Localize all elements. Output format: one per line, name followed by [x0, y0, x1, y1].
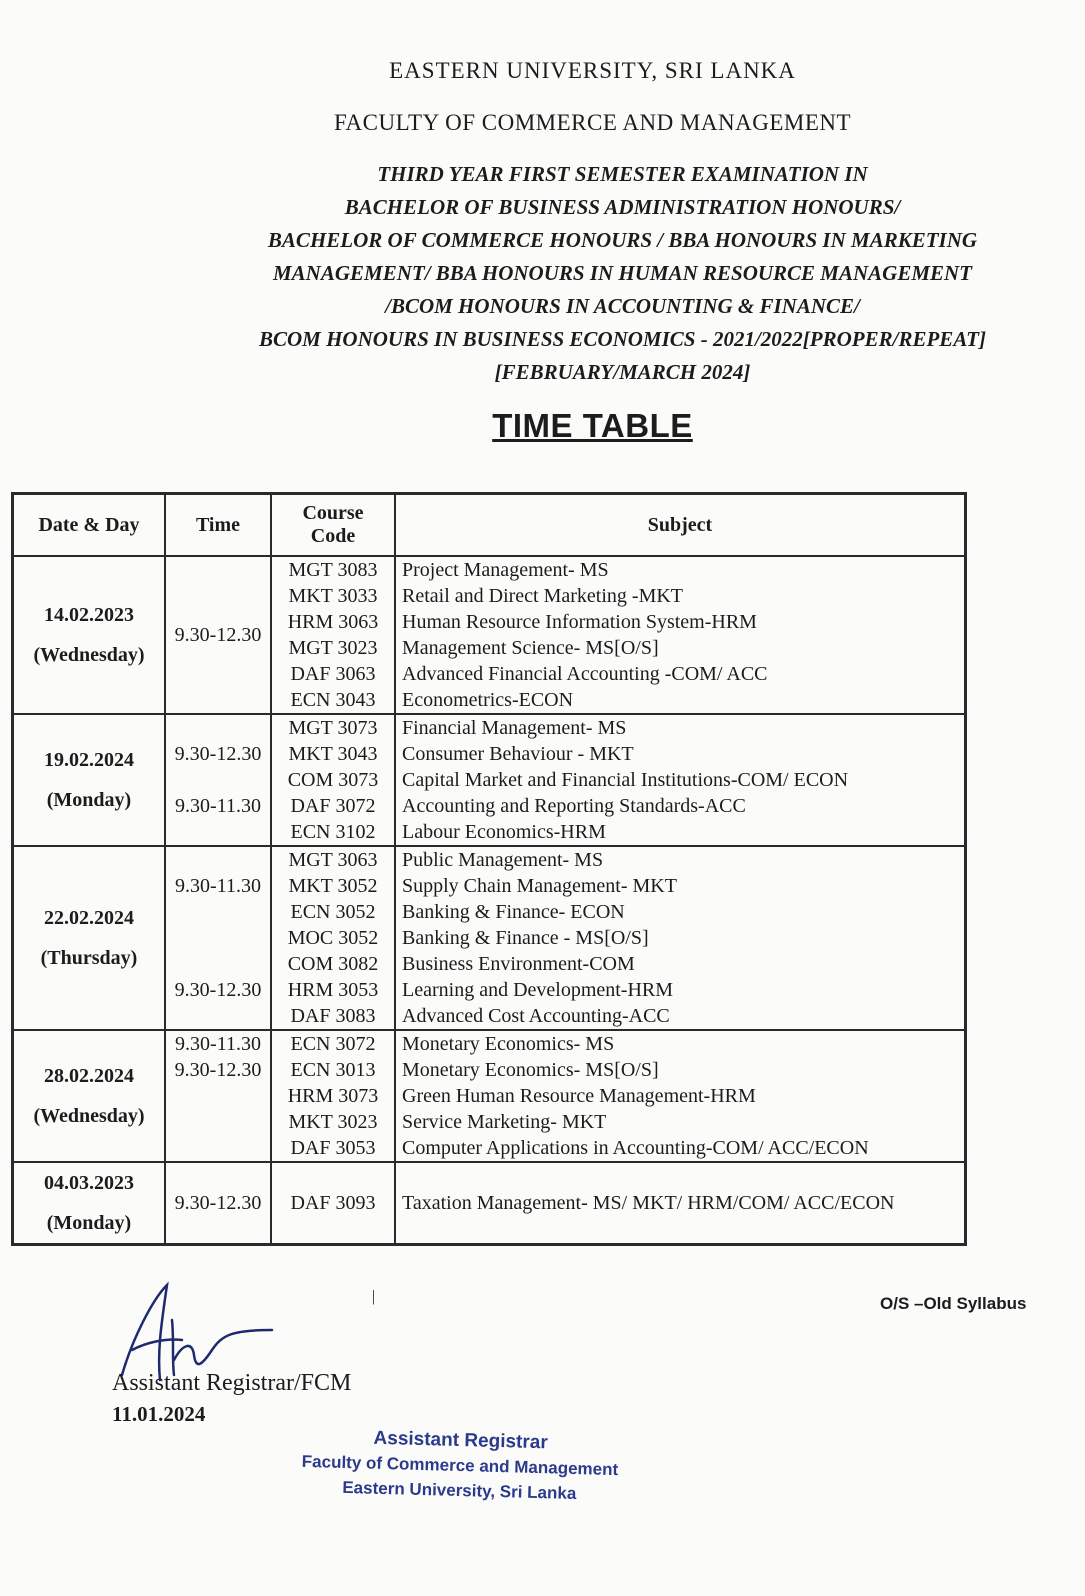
course-code: DAF 3083: [290, 1005, 376, 1027]
subject-name: Accounting and Reporting Standards-ACC: [402, 795, 746, 817]
course-code: MKT 3043: [288, 743, 378, 765]
course-code: HRM 3053: [287, 979, 379, 1001]
subject-name: Banking & Finance - MS[O/S]: [402, 927, 649, 949]
course-code: HRM 3063: [287, 611, 379, 633]
exam-line: MANAGEMENT/ BBA HONOURS IN HUMAN RESOURCE MANAGEMENT: [273, 261, 972, 285]
subject-cell: [395, 846, 966, 1030]
stray-mark: |: [372, 1288, 376, 1305]
date-cell: [13, 714, 166, 846]
code-cell: [271, 714, 395, 846]
course-code: COM 3082: [287, 953, 379, 975]
registrar-date: 11.01.2024: [112, 1402, 206, 1426]
code-cell: [271, 846, 395, 1030]
subject-name: Advanced Cost Accounting-ACC: [402, 1005, 670, 1027]
subject-name: Taxation Management- MS/ MKT/ HRM/COM/ ACC/ECON: [402, 1192, 895, 1214]
course-code: MGT 3023: [288, 637, 378, 659]
course-code: MGT 3073: [288, 717, 378, 739]
header-time: Time: [165, 494, 271, 557]
course-code: DAF 3053: [290, 1137, 376, 1159]
subject-name: Banking & Finance- ECON: [402, 901, 625, 923]
date-cell: [13, 846, 166, 1030]
exam-day: (Wednesday): [33, 644, 145, 666]
subject-name: Capital Market and Financial Institutions-COM/ ECON: [402, 769, 849, 791]
table-row: [13, 846, 966, 1030]
course-code: MKT 3023: [288, 1111, 378, 1133]
faculty-name: FACULTY OF COMMERCE AND MANAGEMENT: [333, 110, 852, 135]
university-name: EASTERN UNIVERSITY, SRI LANKA: [389, 58, 796, 83]
exam-time: 9.30-12.30: [174, 624, 262, 646]
time-cell: [165, 1162, 271, 1245]
date-cell: [13, 1030, 166, 1162]
table-header-row: [13, 494, 966, 557]
course-code: DAF 3063: [290, 663, 376, 685]
exam-date: 28.02.2024: [44, 1065, 134, 1087]
subject-name: Computer Applications in Accounting-COM/ ACC/ECON: [402, 1137, 869, 1159]
code-cell: [271, 1162, 395, 1245]
stamp-line: Eastern University, Sri Lanka: [342, 1477, 577, 1504]
header-subject: Subject: [395, 494, 966, 557]
subject-name: Green Human Resource Management-HRM: [402, 1085, 756, 1107]
exam-day: (Monday): [46, 789, 132, 811]
exam-date: 19.02.2024: [44, 749, 134, 771]
subject-name: Consumer Behaviour - MKT: [402, 743, 634, 765]
date-cell: [13, 1162, 166, 1245]
header-date: Date & Day: [13, 494, 166, 557]
stamp-line: Assistant Registrar: [373, 1427, 549, 1454]
subject-name: Learning and Development-HRM: [402, 979, 674, 1001]
subject-cell: [395, 1162, 966, 1245]
course-code: COM 3073: [287, 769, 379, 791]
subject-name: Monetary Economics- MS[O/S]: [402, 1059, 659, 1081]
course-code: ECN 3013: [290, 1059, 376, 1081]
stamp-line: Faculty of Commerce and Management: [301, 1451, 619, 1480]
subject-name: Service Marketing- MKT: [402, 1111, 607, 1133]
exam-day: (Monday): [46, 1212, 132, 1234]
course-code: ECN 3102: [290, 821, 376, 843]
course-code: MGT 3083: [288, 559, 378, 581]
subject-name: Labour Economics-HRM: [402, 821, 606, 843]
subject-name: Monetary Economics- MS: [402, 1033, 615, 1055]
exam-time: 9.30-12.30: [174, 743, 262, 765]
course-code: MGT 3063: [288, 849, 378, 871]
subject-name: Public Management- MS: [402, 849, 604, 871]
document-header: [0, 58, 1085, 445]
code-cell: [271, 1030, 395, 1162]
exam-time: 9.30-12.30: [174, 1059, 262, 1081]
time-cell: [165, 1030, 271, 1162]
exam-date: 22.02.2024: [44, 907, 134, 929]
table-row: [13, 714, 966, 846]
exam-date: 04.03.2023: [44, 1172, 134, 1194]
course-code: ECN 3052: [290, 901, 376, 923]
exam-line: BACHELOR OF COMMERCE HONOURS / BBA HONOURS IN MARKETING: [267, 228, 978, 252]
subject-name: Business Environment-COM: [402, 953, 635, 975]
course-code: MOC 3052: [287, 927, 379, 949]
subject-cell: [395, 556, 966, 714]
exam-day: (Thursday): [40, 947, 138, 969]
exam-time: 9.30-11.30: [175, 1033, 261, 1055]
exam-time: 9.30-12.30: [174, 1192, 262, 1214]
table-row: [13, 1030, 966, 1162]
course-code: ECN 3072: [290, 1033, 376, 1055]
course-code: HRM 3073: [287, 1085, 379, 1107]
subject-name: Financial Management- MS: [402, 717, 627, 739]
exam-line: BACHELOR OF BUSINESS ADMINISTRATION HONOURS/: [344, 195, 901, 219]
time-cell: [165, 846, 271, 1030]
subject-name: Econometrics-ECON: [402, 689, 574, 711]
registrar-title: Assistant Registrar/FCM: [112, 1370, 352, 1396]
subject-name: Project Management- MS: [402, 559, 609, 581]
course-code: ECN 3043: [290, 689, 376, 711]
exam-line: /BCOM HONOURS IN ACCOUNTING & FINANCE/: [385, 294, 860, 318]
exam-time: 9.30-12.30: [174, 979, 262, 1001]
table-row: [13, 556, 966, 714]
subject-name: Advanced Financial Accounting -COM/ ACC: [402, 663, 768, 685]
subject-name: Supply Chain Management- MKT: [402, 875, 677, 897]
time-cell: [165, 714, 271, 846]
exam-line: BCOM HONOURS IN BUSINESS ECONOMICS - 2021/2022[PROPER/REPEAT]: [259, 327, 986, 351]
exam-date: 14.02.2023: [44, 604, 134, 626]
header-course-code: Course Code: [271, 494, 395, 557]
subject-cell: [395, 1030, 966, 1162]
table-row: [13, 1162, 966, 1245]
timetable-title: TIME TABLE: [492, 407, 693, 444]
old-syllabus-note: O/S –Old Syllabus: [880, 1294, 1027, 1313]
date-cell: [13, 556, 166, 714]
subject-cell: [395, 714, 966, 846]
exam-day: (Wednesday): [33, 1105, 145, 1127]
course-code: DAF 3093: [290, 1192, 376, 1214]
subject-name: Retail and Direct Marketing -MKT: [402, 585, 684, 607]
code-cell: [271, 556, 395, 714]
time-cell: [165, 556, 271, 714]
exam-line: [FEBRUARY/MARCH 2024]: [494, 360, 751, 384]
official-stamp: [289, 1424, 631, 1508]
course-code: MKT 3033: [288, 585, 378, 607]
exam-description: [160, 158, 1085, 389]
subject-name: Management Science- MS[O/S]: [402, 637, 659, 659]
exam-line: THIRD YEAR FIRST SEMESTER EXAMINATION IN: [377, 162, 868, 186]
subject-name: Human Resource Information System-HRM: [402, 611, 757, 633]
course-code: DAF 3072: [290, 795, 376, 817]
exam-time: 9.30-11.30: [175, 875, 261, 897]
timetable: [11, 492, 967, 1246]
course-code: MKT 3052: [288, 875, 378, 897]
exam-time: 9.30-11.30: [175, 795, 261, 817]
